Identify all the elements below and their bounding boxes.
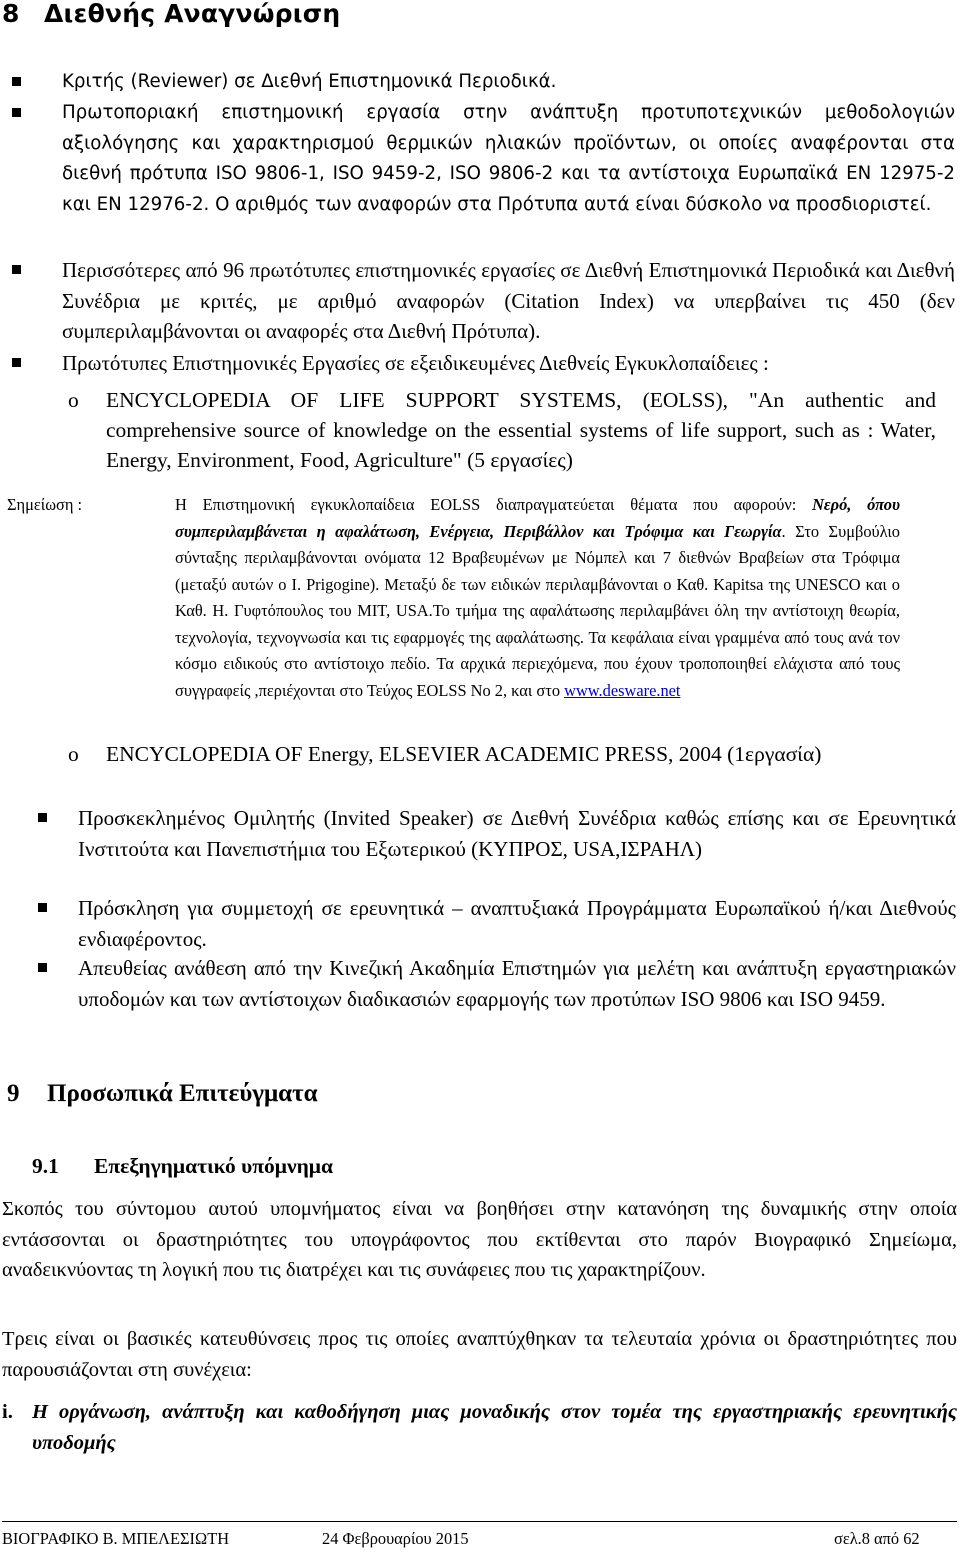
- bullet-item: [78, 953, 956, 1014]
- footer-divider: [2, 1521, 957, 1522]
- square-bullet-icon: [38, 963, 47, 972]
- note-body: [175, 492, 900, 704]
- square-bullet-icon: [12, 358, 21, 367]
- roman-item-text: Η οργάνωση, ανάπτυξη και καθοδήγηση μιας μοναδικής στον τομέα της εργαστηριακής ερευνητικής υποδομής: [32, 1401, 957, 1454]
- footer-page-number: σελ.8 από 62: [834, 1529, 920, 1548]
- section-title: Προσωπικά Επιτεύγματα: [47, 1080, 318, 1107]
- bullet-item: [62, 255, 955, 347]
- desware-link[interactable]: www.desware.net: [564, 680, 681, 700]
- footer-date: 24 Φεβρουαρίου 2015: [322, 1529, 469, 1548]
- section-number: 8: [2, 0, 20, 28]
- bullet-text: Προσκεκλημένος Ομιλητής (Invited Speaker) σε Διεθνή Συνέδρια καθώς επίσης και σε Ερευνητικά Ινστιτούτα και Πανεπιστήμια του Εξωτερικού (ΚΥΠΡΟΣ, USA,ΙΣΡΑΗΛ): [78, 806, 956, 861]
- square-bullet-icon: [12, 108, 21, 117]
- section-8-heading: [2, 0, 340, 28]
- bullet-text: Περισσότερες από 96 πρωτότυπες επιστημονικές εργασίες σε Διεθνή Επιστημονικά Περιοδικά και Διεθνή Συνέδρια με κριτές, με αριθμό αναφορών (Citation Index) να υπερβαίνει τις 450 (δεν συμπεριλαμβάνονται οι αναφορές στα Διεθνή Πρότυπα).: [62, 258, 955, 343]
- section-title: Επεξηγηματικό υπόμνημα: [94, 1154, 333, 1178]
- encyclopedia-text: ENCYCLOPEDIA OF Energy, ELSEVIER ACADEMIC PRESS, 2004 (1εργασία): [106, 742, 822, 766]
- bullet-item: [78, 803, 956, 864]
- roman-list-item: [2, 1397, 957, 1458]
- note-emphasis: Νερό, όπου συμπεριλαμβάνεται η αφαλάτωση, Ενέργεια, Περιβάλλον και Τρόφιμα και Γεωργία: [175, 495, 901, 541]
- encyclopedia-item: [68, 739, 936, 769]
- bullet-item: [62, 67, 955, 98]
- section-title: Διεθνής Αναγνώριση: [44, 0, 341, 28]
- bullet-item: [78, 893, 956, 954]
- bullet-item: [62, 98, 955, 220]
- bullet-text: Κριτής (Reviewer) σε Διεθνή Επιστημονικά Περιοδικά.: [62, 71, 557, 92]
- bullet-item: [62, 348, 955, 379]
- bullet-text: Πρωτότυπες Επιστημονικές Εργασίες σε εξειδικευμένες Διεθνείς Εγκυκλοπαίδειες :: [62, 351, 769, 375]
- square-bullet-icon: [12, 265, 21, 274]
- bullet-text: Πρόσκληση για συμμετοχή σε ερευνητικά – αναπτυξιακά Προγράμματα Ευρωπαϊκού ή/και Διεθνούς ενδιαφέροντος.: [78, 896, 956, 951]
- section-9-1-heading: [32, 1151, 333, 1181]
- circle-bullet-icon: o: [68, 742, 79, 766]
- section-number: 9.1: [32, 1154, 59, 1178]
- paragraph: Σκοπός του σύντομου αυτού υπομνήματος είναι να βοηθήσει στην κατανόηση της δυναμικής στην οποία εντάσσονται οι δραστηριότητες του υπογράφοντος που εκτίθενται στο παρόν Βιογραφικό Σημείωμα, αναδεικνύοντας τη λογική που τις διατρέχει και τις συνάφειες που τις χαρακτηρίζουν.: [2, 1198, 957, 1281]
- section-number: 9: [7, 1080, 20, 1107]
- note-label: Σημείωση :: [7, 495, 83, 514]
- footer-author: ΒΙΟΓΡΑΦΙΚΟ Β. ΜΠΕΛΕΣΙΩΤΗ: [2, 1529, 230, 1548]
- note-intro: Η Επιστημονική εγκυκλοπαίδεια EOLSS διαπραγματεύεται θέματα που αφορούν:: [175, 495, 797, 514]
- section-9-heading: [7, 1079, 318, 1109]
- encyclopedia-item: [68, 385, 936, 475]
- square-bullet-icon: [38, 903, 47, 912]
- bullet-text: Απευθείας ανάθεση από την Κινεζική Ακαδημία Επιστημών για μελέτη και ανάπτυξη εργαστηριακών υποδομών και των αντίστοιχων διαδικασιών εφαρμογής των προτύπων ISO 9806 και ISO 9459.: [78, 956, 956, 1011]
- square-bullet-icon: [38, 813, 47, 822]
- encyclopedia-text: ENCYCLOPEDIA OF LIFE SUPPORT SYSTEMS, (EOLSS), "An authentic and comprehensive source of knowledge on the essential systems of life support, such as : Water, Energy, Environment, Food, Agriculture" (5 εργασίες): [106, 388, 936, 472]
- circle-bullet-icon: o: [68, 388, 79, 412]
- roman-numeral: i.: [2, 1401, 13, 1423]
- bullet-text: Πρωτοποριακή επιστημονική εργασία στην ανάπτυξη προτυποτεχνικών μεθοδολογιών αξιολόγησης και χαρακτηρισμού θερμικών ηλιακών προϊόντων, οι οποίες αναφέρονται στα διεθνή πρότυπα ISO 9806-1, ISO 9459-2, ISO 9806-2 και τα αντίστοιχα Ευρωπαϊκά EN 12975-2 και EN 12976-2. Ο αριθμός των αναφορών στα Πρότυπα αυτά είναι δύσκολο να προσδιοριστεί.: [62, 102, 955, 215]
- note-text: . Στο Συμβούλιο σύνταξης περιλαμβάνονται ονόματα 12 Βραβευμένων με Νόμπελ και 7 διεθνών Βραβείων στα Τρόφιμα (μεταξύ αυτών ο I. Prigogine). Μεταξύ δε των ειδικών περιλαμβάνονται ο Καθ. Kapitsa της UNESCO και ο Καθ. Η. Γυφτόπουλος του MIT, USA.Το τμήμα της αφαλάτωσης περιλαμβάνει όλη την αντίστοιχη θεωρία, τεχνολογία, τεχνογνωσία και τις εφαρμογές της αφαλάτωσης. Τα κεφάλαια είναι γραμμένα από τους ανά τον κόσμο ειδικούς στο αντίστοιχο πεδίο. Τα αρχικά περιεχόμενα, που έχουν τροποποιηθεί ελάχιστα από τους συγγραφείς ,περιέχονται στο Τεύχος EOLSS No 2, και στο: [175, 521, 900, 700]
- square-bullet-icon: [12, 77, 21, 86]
- paragraph: Τρεις είναι οι βασικές κατευθύνσεις προς τις οποίες αναπτύχθηκαν τα τελευταία χρόνια οι δραστηριότητες που παρουσιάζονται στη συνέχεια:: [2, 1328, 957, 1381]
